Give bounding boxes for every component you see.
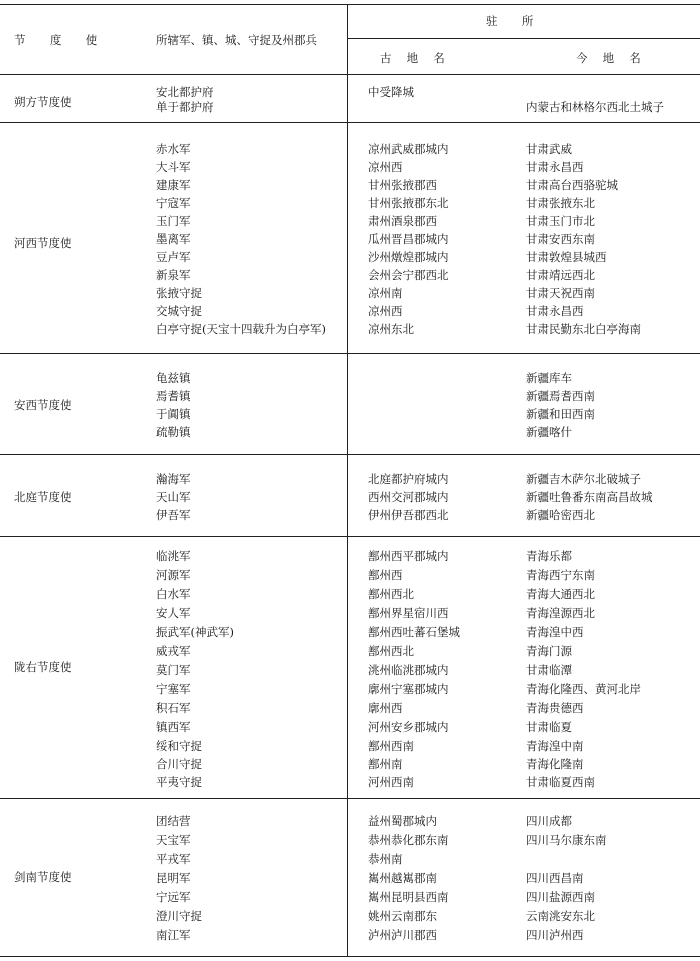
unit-name: 临洮军 xyxy=(156,549,191,563)
unit-name: 澄川守捉 xyxy=(156,909,202,923)
modern-location: 新疆哈密西北 xyxy=(526,508,595,522)
unit-name: 平夷守捉 xyxy=(156,775,202,789)
unit-name: 建康军 xyxy=(156,178,191,192)
modern-location: 青海门源 xyxy=(526,644,572,658)
unit-name: 宁远军 xyxy=(156,890,191,904)
modern-location: 青海化隆南 xyxy=(526,757,584,771)
section-divider xyxy=(0,536,700,537)
unit-name: 新泉军 xyxy=(156,268,191,282)
modern-location: 青海大通西北 xyxy=(526,587,595,601)
modern-location: 青海乐都 xyxy=(526,549,572,563)
modern-location: 四川马尔康东南 xyxy=(526,833,607,847)
unit-name: 白水军 xyxy=(156,587,191,601)
modern-location: 青海化隆西、黄河北岸 xyxy=(526,682,641,696)
ancient-location: 北庭都护府城内 xyxy=(368,472,449,486)
header-sub-rule xyxy=(347,38,700,39)
unit-name: 合川守捉 xyxy=(156,757,202,771)
ancient-location: 鄯州西吐蕃石堡城 xyxy=(368,625,460,639)
unit-name: 宁寇军 xyxy=(156,196,191,210)
modern-location: 四川泸州西 xyxy=(526,928,584,942)
header-zhusuo: 驻 所 xyxy=(486,14,544,28)
ancient-location: 鄯州西北 xyxy=(368,587,414,601)
ancient-location: 凉州南 xyxy=(368,286,403,300)
modern-location: 甘肃永昌西 xyxy=(526,160,584,174)
unit-name: 河源军 xyxy=(156,568,191,582)
ancient-location: 恭州南 xyxy=(368,852,403,866)
unit-name: 玉门军 xyxy=(156,214,191,228)
section-name: 北庭节度使 xyxy=(14,490,72,504)
modern-location: 新疆吐鲁番东南高昌故城 xyxy=(526,490,653,504)
modern-location: 甘肃敦煌县城西 xyxy=(526,250,607,264)
modern-location: 青海湟中南 xyxy=(526,739,584,753)
modern-location: 青海湟中西 xyxy=(526,625,584,639)
unit-name: 威戎军 xyxy=(156,644,191,658)
modern-location: 四川盐源西南 xyxy=(526,890,595,904)
ancient-location: 鄯州南 xyxy=(368,757,403,771)
ancient-location: 姚州云南郡东 xyxy=(368,909,437,923)
section-name: 朔方节度使 xyxy=(14,95,72,109)
modern-location: 青海湟源西北 xyxy=(526,606,595,620)
modern-location: 新疆和田西南 xyxy=(526,407,595,421)
modern-location: 甘肃临夏 xyxy=(526,720,572,734)
modern-location: 青海贵德西 xyxy=(526,701,584,715)
section-name: 河西节度使 xyxy=(14,236,72,250)
modern-location: 新疆焉耆西南 xyxy=(526,389,595,403)
ancient-location: 鄯州西北 xyxy=(368,644,414,658)
ancient-location: 益州蜀郡城内 xyxy=(368,814,437,828)
modern-location: 甘肃临夏西南 xyxy=(526,775,595,789)
ancient-location: 嶲州越嶲郡南 xyxy=(368,871,437,885)
unit-name: 伊吾军 xyxy=(156,508,191,522)
section-divider xyxy=(0,353,700,354)
section-name: 剑南节度使 xyxy=(14,870,72,884)
ancient-location: 廓州宁塞郡城内 xyxy=(368,682,449,696)
unit-name: 龟兹镇 xyxy=(156,371,191,385)
ancient-location: 廓州西 xyxy=(368,701,403,715)
unit-name: 瀚海军 xyxy=(156,472,191,486)
unit-name: 天宝军 xyxy=(156,833,191,847)
ancient-location: 凉州武威郡城内 xyxy=(368,142,449,156)
unit-name: 赤水军 xyxy=(156,142,191,156)
ancient-location: 嶲州昆明县西南 xyxy=(368,890,449,904)
modern-location: 新疆库车 xyxy=(526,371,572,385)
section-divider xyxy=(0,454,700,455)
unit-name: 宁塞军 xyxy=(156,682,191,696)
modern-location: 甘肃永昌西 xyxy=(526,304,584,318)
header-bottom-rule xyxy=(0,74,700,75)
ancient-location: 鄯州西平郡城内 xyxy=(368,549,449,563)
table-bottom-rule xyxy=(0,956,700,957)
ancient-location: 伊州伊吾郡西北 xyxy=(368,508,449,522)
ancient-location: 鄯州界星宿川西 xyxy=(368,606,449,620)
modern-location: 青海西宁东南 xyxy=(526,568,595,582)
ancient-location: 泸州泸川郡西 xyxy=(368,928,437,942)
ancient-location: 河州安乡郡城内 xyxy=(368,720,449,734)
section-name: 安西节度使 xyxy=(14,398,72,412)
ancient-location: 鄯州西 xyxy=(368,568,403,582)
section-divider xyxy=(0,122,700,123)
unit-name: 安北都护府 xyxy=(156,85,214,99)
modern-location: 甘肃靖远西北 xyxy=(526,268,595,282)
ancient-location: 中受降城 xyxy=(368,85,414,99)
modern-location: 四川成都 xyxy=(526,814,572,828)
ancient-location: 甘州张掖郡西 xyxy=(368,178,437,192)
ancient-location: 肃州酒泉郡西 xyxy=(368,214,437,228)
ancient-location: 会州会宁郡西北 xyxy=(368,268,449,282)
unit-name: 张掖守捉 xyxy=(156,286,202,300)
header-jiedushi: 节 度 使 xyxy=(14,33,108,47)
unit-name: 疏勒镇 xyxy=(156,425,191,439)
table-top-rule xyxy=(0,4,700,5)
modern-location: 甘肃安西东南 xyxy=(526,232,595,246)
unit-name: 大斗军 xyxy=(156,160,191,174)
unit-name: 交城守捉 xyxy=(156,304,202,318)
column-divider xyxy=(347,4,348,957)
modern-location: 甘肃临潭 xyxy=(526,663,572,677)
ancient-location: 沙州燉煌郡城内 xyxy=(368,250,449,264)
unit-name: 焉耆镇 xyxy=(156,389,191,403)
unit-name: 团结营 xyxy=(156,814,191,828)
section-name: 陇右节度使 xyxy=(14,660,72,674)
section-divider xyxy=(0,798,700,799)
unit-name: 莫门军 xyxy=(156,663,191,677)
ancient-location: 恭州恭化郡东南 xyxy=(368,833,449,847)
modern-location: 甘肃高台西骆驼城 xyxy=(526,178,618,192)
modern-location: 甘肃玉门市北 xyxy=(526,214,595,228)
unit-name: 平戎军 xyxy=(156,852,191,866)
ancient-location: 凉州西 xyxy=(368,304,403,318)
modern-location: 云南洮安东北 xyxy=(526,909,595,923)
modern-location: 新疆吉木萨尔北破城子 xyxy=(526,472,641,486)
ancient-location: 洮州临洮郡城内 xyxy=(368,663,449,677)
ancient-location: 凉州东北 xyxy=(368,322,414,336)
modern-location: 新疆喀什 xyxy=(526,425,572,439)
modern-location: 内蒙古和林格尔西北土城子 xyxy=(526,100,664,114)
header-ancient-name: 古 地 名 xyxy=(380,51,451,65)
unit-name: 昆明军 xyxy=(156,871,191,885)
unit-name: 安人军 xyxy=(156,606,191,620)
unit-name: 白亭守捉(天宝十四载升为白亭军) xyxy=(156,322,326,336)
ancient-location: 河州西南 xyxy=(368,775,414,789)
unit-name: 豆卢军 xyxy=(156,250,191,264)
unit-name: 单于都护府 xyxy=(156,100,214,114)
unit-name: 墨离军 xyxy=(156,232,191,246)
modern-location: 甘肃张掖东北 xyxy=(526,196,595,210)
unit-name: 于阗镇 xyxy=(156,407,191,421)
ancient-location: 甘州张掖郡东北 xyxy=(368,196,449,210)
unit-name: 积石军 xyxy=(156,701,191,715)
unit-name: 绥和守捉 xyxy=(156,739,202,753)
modern-location: 四川西昌南 xyxy=(526,871,584,885)
header-modern-name: 今 地 名 xyxy=(576,51,647,65)
unit-name: 天山军 xyxy=(156,490,191,504)
unit-name: 振武军(神武军) xyxy=(156,625,234,639)
modern-location: 甘肃民勤东北白亭海南 xyxy=(526,322,641,336)
modern-location: 甘肃武威 xyxy=(526,142,572,156)
modern-location: 甘肃天祝西南 xyxy=(526,286,595,300)
ancient-location: 凉州西 xyxy=(368,160,403,174)
ancient-location: 西州交河郡城内 xyxy=(368,490,449,504)
ancient-location: 鄯州西南 xyxy=(368,739,414,753)
unit-name: 镇西军 xyxy=(156,720,191,734)
header-units: 所辖军、镇、城、守捉及州郡兵 xyxy=(156,33,317,47)
unit-name: 南江军 xyxy=(156,928,191,942)
ancient-location: 瓜州晋昌郡城内 xyxy=(368,232,449,246)
